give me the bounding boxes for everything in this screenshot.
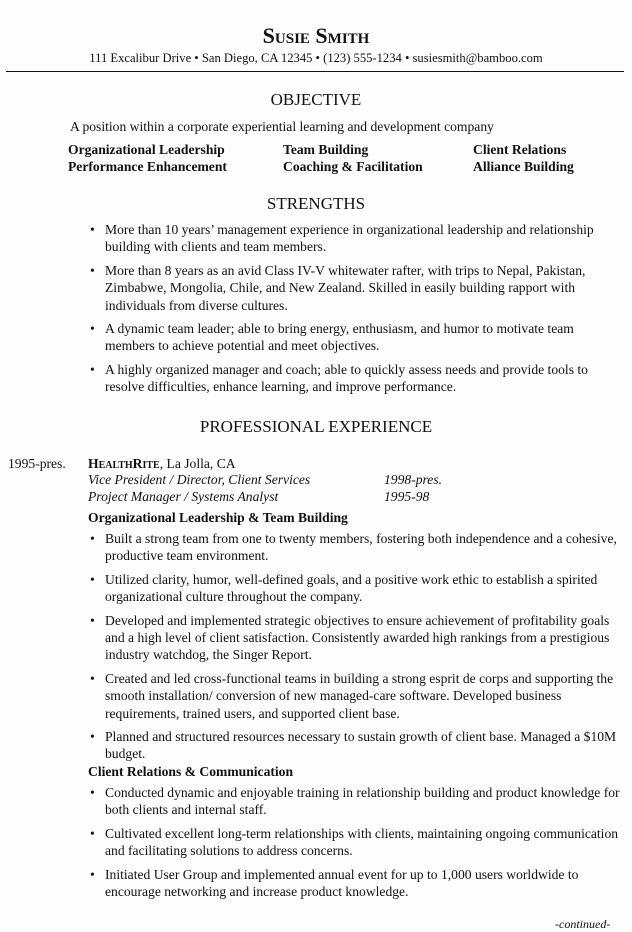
list-item: • Utilized clarity, humor, well-defined goals, and a positive work ethic to establish a spirited organizational culture throughout the company. [90,571,628,606]
role-dates: 1998-pres. [384,472,443,487]
list-item: • More than 10 years’ management experience in organizational leadership and relationship building with clients and team members. [90,221,620,256]
skill: Performance Enhancement [68,159,227,175]
section-subheading: Client Relations & Communication [88,764,294,779]
continued-note: -continued- [555,917,611,931]
experience-heading: PROFESSIONAL EXPERIENCE [199,417,433,436]
company-name: HealthRite [88,456,160,471]
skill: Coaching & Facilitation [283,159,423,175]
skill: Client Relations [473,142,567,157]
list-item: • A highly organized manager and coach; able to quickly assess needs and provide tools to resolve difficulties, enhance learning, and improve performance. [90,361,620,396]
list-item: • More than 8 years as an avid Class IV-V whitewater rafter, with trips to Nepal, Pakistan, Zimbabwe, Mongolia, Chile, and New Zealand. Skilled in easily building rapport with individuals from diverse cultures. [90,262,620,314]
skills-grid [68,141,628,176]
list-item: • Cultivated excellent long-term relationships with clients, maintaining ongoing communication and facilitating solutions to address concerns. [90,825,628,860]
skill: Alliance Building [473,159,574,175]
company-location: , La Jolla, CA [159,456,236,471]
employment-dates: 1995-pres. [8,456,66,471]
strengths-heading: STRENGTHS [266,194,366,213]
list-item: • Developed and implemented strategic objectives to ensure achievement of profitability goals and a high level of client satisfaction. Consistently awarded high rankings from a prestigious industry watchdog, the Singer Report. [90,612,628,664]
skill: Team Building [283,142,369,157]
list-item: • Planned and structured resources necessary to sustain growth of client base. Managed a $10M budget. [90,728,628,763]
company [88,455,236,472]
candidate-name: Susie Smith [262,23,370,48]
strengths-list [90,221,620,402]
objective-text: A position within a corporate experiential learning and development company [70,119,494,134]
role-title: Project Manager / Systems Analyst [88,489,279,504]
role-dates: 1995-98 [384,489,430,504]
list-item: • Created and led cross-functional teams in building a strong esprit de corps and supporting the smooth installation/ conversion of new managed-care software. Developed business requirements, trained users, and supported client base. [90,670,628,722]
skill: Organizational Leadership [68,142,225,157]
list-item: • A dynamic team leader; able to bring energy, enthusiasm, and humor to motivate team members to achieve potential and meet objectives. [90,320,620,355]
experience-list [90,784,628,906]
experience-list [90,530,628,769]
list-item: • Built a strong team from one to twenty members, fostering both independence and a cohesive, productive team environment. [90,530,628,565]
header-divider [6,71,624,72]
list-item: • Conducted dynamic and enjoyable training in relationship building and product knowledge for both clients and internal staff. [90,784,628,819]
role-title: Vice President / Director, Client Services [88,472,311,487]
contact-line: 111 Excalibur Drive • San Diego, CA 12345 • (123) 555-1234 • susiesmith@bamboo.com [89,51,543,65]
list-item: • Initiated User Group and implemented annual event for up to 1,000 users worldwide to encourage networking and increase product knowledge. [90,866,628,901]
objective-heading: OBJECTIVE [270,90,362,109]
section-subheading: Organizational Leadership & Team Building [88,510,348,525]
